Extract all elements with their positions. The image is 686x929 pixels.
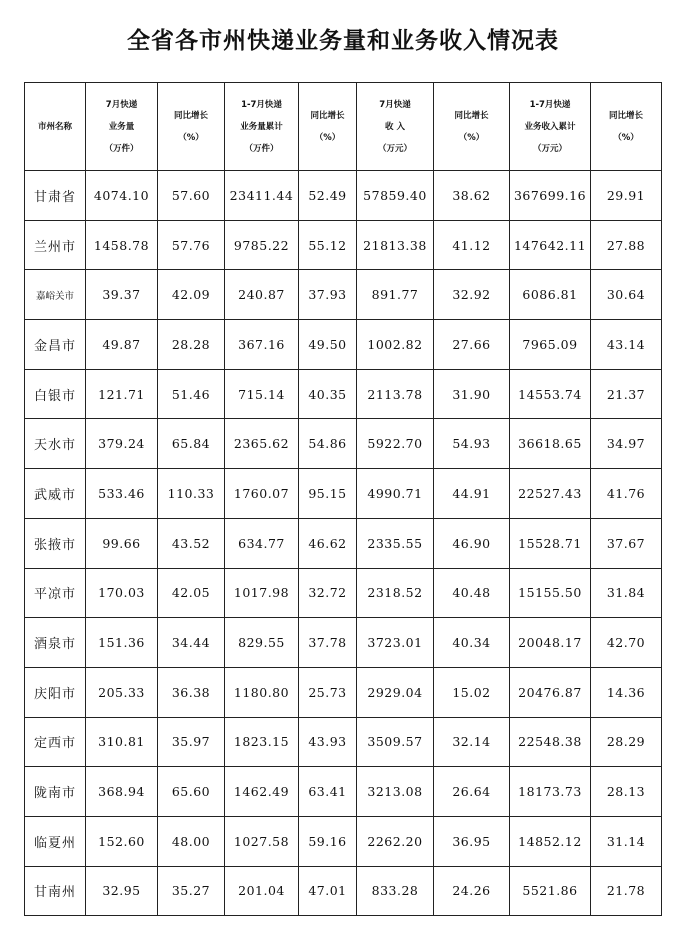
value-cell: 1760.07	[225, 469, 299, 519]
city-name-cell: 甘肃省	[25, 171, 86, 221]
column-header	[25, 83, 86, 171]
value-cell: 31.84	[591, 568, 662, 618]
column-header-line: （万元）	[532, 143, 567, 154]
value-cell: 4074.10	[86, 171, 158, 221]
city-name-cell: 金昌市	[25, 320, 86, 370]
column-header-line: （%）	[613, 132, 639, 143]
column-header-line: （%）	[458, 132, 485, 143]
column-header-line: （万元）	[377, 143, 412, 154]
value-cell: 829.55	[225, 618, 299, 668]
value-cell: 41.76	[591, 469, 662, 519]
column-header-line: 1-7月快递	[241, 99, 282, 110]
value-cell: 15155.50	[510, 568, 591, 618]
value-cell: 1458.78	[86, 220, 158, 270]
city-name-cell: 庆阳市	[25, 667, 86, 717]
column-header-line: 业务量	[108, 121, 135, 132]
value-cell: 28.29	[591, 717, 662, 767]
value-cell: 4990.71	[357, 469, 434, 519]
value-cell: 5521.86	[510, 866, 591, 916]
value-cell: 24.26	[434, 866, 510, 916]
value-cell: 42.09	[158, 270, 225, 320]
value-cell: 715.14	[225, 369, 299, 419]
value-cell: 3723.01	[357, 618, 434, 668]
value-cell: 25.73	[299, 667, 357, 717]
value-cell: 34.44	[158, 618, 225, 668]
column-header-line: 同比增长	[173, 110, 208, 121]
value-cell: 151.36	[86, 618, 158, 668]
value-cell: 48.00	[158, 816, 225, 866]
value-cell: 1823.15	[225, 717, 299, 767]
value-cell: 14.36	[591, 667, 662, 717]
value-cell: 20476.87	[510, 667, 591, 717]
city-name-cell: 白银市	[25, 369, 86, 419]
value-cell: 833.28	[357, 866, 434, 916]
value-cell: 42.70	[591, 618, 662, 668]
value-cell: 21813.38	[357, 220, 434, 270]
table-row	[25, 518, 662, 568]
value-cell: 3213.08	[357, 767, 434, 817]
value-cell: 5922.70	[357, 419, 434, 469]
value-cell: 46.90	[434, 518, 510, 568]
city-name-cell: 武威市	[25, 469, 86, 519]
column-header	[299, 83, 357, 171]
value-cell: 9785.22	[225, 220, 299, 270]
table-row	[25, 369, 662, 419]
value-cell: 201.04	[225, 866, 299, 916]
value-cell: 14852.12	[510, 816, 591, 866]
value-cell: 2262.20	[357, 816, 434, 866]
value-cell: 39.37	[86, 270, 158, 320]
value-cell: 28.28	[158, 320, 225, 370]
value-cell: 32.72	[299, 568, 357, 618]
value-cell: 36.95	[434, 816, 510, 866]
column-header	[225, 83, 299, 171]
value-cell: 95.15	[299, 469, 357, 519]
value-cell: 7965.09	[510, 320, 591, 370]
value-cell: 15528.71	[510, 518, 591, 568]
value-cell: 367699.16	[510, 171, 591, 221]
value-cell: 29.91	[591, 171, 662, 221]
value-cell: 110.33	[158, 469, 225, 519]
value-cell: 379.24	[86, 419, 158, 469]
value-cell: 41.12	[434, 220, 510, 270]
value-cell: 3509.57	[357, 717, 434, 767]
value-cell: 65.84	[158, 419, 225, 469]
table-row	[25, 816, 662, 866]
value-cell: 54.93	[434, 419, 510, 469]
city-name-cell: 张掖市	[25, 518, 86, 568]
value-cell: 43.14	[591, 320, 662, 370]
value-cell: 37.78	[299, 618, 357, 668]
column-header	[591, 83, 662, 171]
city-name-cell: 临夏州	[25, 816, 86, 866]
value-cell: 121.71	[86, 369, 158, 419]
column-header	[434, 83, 510, 171]
value-cell: 18173.73	[510, 767, 591, 817]
table-row	[25, 866, 662, 916]
table-row	[25, 469, 662, 519]
value-cell: 52.49	[299, 171, 357, 221]
table-body	[25, 171, 662, 916]
value-cell: 35.27	[158, 866, 225, 916]
value-cell: 49.87	[86, 320, 158, 370]
column-header-line: （万件）	[104, 143, 139, 154]
value-cell: 367.16	[225, 320, 299, 370]
city-name-cell: 陇南市	[25, 767, 86, 817]
value-cell: 37.93	[299, 270, 357, 320]
value-cell: 32.14	[434, 717, 510, 767]
value-cell: 1462.49	[225, 767, 299, 817]
value-cell: 57859.40	[357, 171, 434, 221]
value-cell: 51.46	[158, 369, 225, 419]
value-cell: 20048.17	[510, 618, 591, 668]
table-row	[25, 618, 662, 668]
value-cell: 21.37	[591, 369, 662, 419]
city-name-cell: 兰州市	[25, 220, 86, 270]
value-cell: 2365.62	[225, 419, 299, 469]
column-header-line: 业务收入累计	[524, 121, 576, 132]
value-cell: 891.77	[357, 270, 434, 320]
column-header	[158, 83, 225, 171]
column-header-line: 7月快递	[379, 99, 411, 110]
value-cell: 46.62	[299, 518, 357, 568]
value-cell: 34.97	[591, 419, 662, 469]
value-cell: 533.46	[86, 469, 158, 519]
value-cell: 42.05	[158, 568, 225, 618]
value-cell: 40.34	[434, 618, 510, 668]
column-header	[357, 83, 434, 171]
value-cell: 32.95	[86, 866, 158, 916]
table-row	[25, 667, 662, 717]
table-header-row	[25, 83, 662, 171]
city-name-cell: 定西市	[25, 717, 86, 767]
column-header-line: 市州名称	[37, 121, 72, 132]
column-header-line: 收 入	[385, 121, 405, 132]
value-cell: 44.91	[434, 469, 510, 519]
value-cell: 634.77	[225, 518, 299, 568]
value-cell: 22527.43	[510, 469, 591, 519]
table-row	[25, 171, 662, 221]
value-cell: 57.76	[158, 220, 225, 270]
table-row	[25, 568, 662, 618]
value-cell: 147642.11	[510, 220, 591, 270]
value-cell: 63.41	[299, 767, 357, 817]
column-header-line: 7月快递	[105, 99, 138, 110]
value-cell: 22548.38	[510, 717, 591, 767]
express-stats-table	[24, 82, 662, 916]
value-cell: 43.93	[299, 717, 357, 767]
value-cell: 43.52	[158, 518, 225, 568]
value-cell: 23411.44	[225, 171, 299, 221]
value-cell: 2335.55	[357, 518, 434, 568]
column-header-line: 业务量累计	[240, 121, 283, 132]
table-row	[25, 767, 662, 817]
value-cell: 2113.78	[357, 369, 434, 419]
value-cell: 40.48	[434, 568, 510, 618]
value-cell: 1002.82	[357, 320, 434, 370]
value-cell: 31.14	[591, 816, 662, 866]
value-cell: 47.01	[299, 866, 357, 916]
value-cell: 205.33	[86, 667, 158, 717]
value-cell: 59.16	[299, 816, 357, 866]
value-cell: 65.60	[158, 767, 225, 817]
value-cell: 36.38	[158, 667, 225, 717]
value-cell: 27.66	[434, 320, 510, 370]
value-cell: 15.02	[434, 667, 510, 717]
value-cell: 368.94	[86, 767, 158, 817]
value-cell: 55.12	[299, 220, 357, 270]
city-name-cell: 天水市	[25, 419, 86, 469]
value-cell: 1027.58	[225, 816, 299, 866]
value-cell: 40.35	[299, 369, 357, 419]
table-row	[25, 220, 662, 270]
value-cell: 240.87	[225, 270, 299, 320]
value-cell: 6086.81	[510, 270, 591, 320]
value-cell: 31.90	[434, 369, 510, 419]
table-row	[25, 320, 662, 370]
table-row	[25, 270, 662, 320]
value-cell: 30.64	[591, 270, 662, 320]
value-cell: 38.62	[434, 171, 510, 221]
city-name-cell: 甘南州	[25, 866, 86, 916]
value-cell: 21.78	[591, 866, 662, 916]
value-cell: 32.92	[434, 270, 510, 320]
value-cell: 27.88	[591, 220, 662, 270]
column-header-line: （%）	[314, 132, 341, 143]
value-cell: 57.60	[158, 171, 225, 221]
column-header-line: 1-7月快递	[529, 99, 571, 110]
value-cell: 170.03	[86, 568, 158, 618]
column-header-line: （%）	[178, 132, 204, 143]
city-name-cell: 嘉峪关市	[25, 270, 86, 320]
page-title: 全省各市州快递业务量和业务收入情况表	[127, 28, 559, 54]
value-cell: 36618.65	[510, 419, 591, 469]
value-cell: 2318.52	[357, 568, 434, 618]
value-cell: 14553.74	[510, 369, 591, 419]
value-cell: 1017.98	[225, 568, 299, 618]
table-row	[25, 419, 662, 469]
value-cell: 99.66	[86, 518, 158, 568]
value-cell: 49.50	[299, 320, 357, 370]
value-cell: 54.86	[299, 419, 357, 469]
value-cell: 1180.80	[225, 667, 299, 717]
table-row	[25, 717, 662, 767]
column-header-line: 同比增长	[608, 110, 643, 121]
value-cell: 152.60	[86, 816, 158, 866]
value-cell: 310.81	[86, 717, 158, 767]
value-cell: 2929.04	[357, 667, 434, 717]
city-name-cell: 酒泉市	[25, 618, 86, 668]
column-header-line: 同比增长	[454, 110, 489, 121]
value-cell: 26.64	[434, 767, 510, 817]
column-header	[510, 83, 591, 171]
value-cell: 35.97	[158, 717, 225, 767]
column-header-line: （万件）	[244, 143, 279, 154]
column-header	[86, 83, 158, 171]
column-header-line: 同比增长	[310, 110, 345, 121]
city-name-cell: 平凉市	[25, 568, 86, 618]
value-cell: 28.13	[591, 767, 662, 817]
value-cell: 37.67	[591, 518, 662, 568]
